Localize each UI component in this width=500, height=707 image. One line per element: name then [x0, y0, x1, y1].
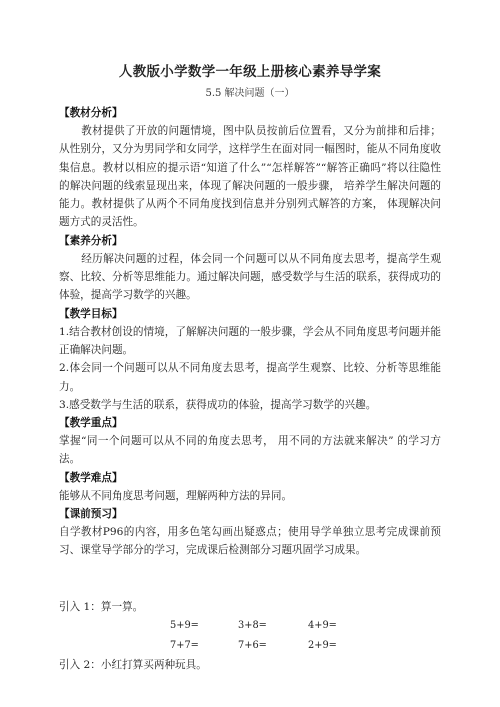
paragraph: 经历解决问题的过程，体会同一个问题可以从不同角度去思考，提高学生观察、比较、分析等思维能力。通过解决问题，感受数学与生活的联系，获得成功的体验，提高学习数学的兴趣。 — [59, 252, 441, 302]
focus-text: 掌握“同一个问题可以从不同的角度去思考， 用不同的方法就来解决” 的学习方法。 — [59, 435, 441, 466]
section-heading: 【教学重点】 — [59, 417, 123, 430]
section-teaching-difficulty — [59, 469, 441, 505]
calc-item: 2+9= — [308, 639, 337, 651]
intro-1 — [59, 598, 441, 656]
section-teaching-focus — [59, 414, 441, 469]
document-title: 人教版小学数学一年级上册核心素养导学案 — [118, 64, 382, 80]
goal-item: 1.结合教材创设的情境，了解解决问题的一般步骤，学会从不同角度思考问题并能正确解决问题。 — [59, 325, 441, 356]
calc-item: 7+7= — [170, 639, 199, 651]
calc-item: 3+8= — [238, 619, 267, 631]
section-heading: 【素养分析】 — [59, 234, 123, 247]
section-teaching-goals — [59, 305, 441, 414]
goal-item: 2.体会同一个问题可以从不同角度去思考，提高学生观察、比较、分析等思维能力。 — [59, 362, 441, 393]
section-heading: 【教学目标】 — [59, 307, 123, 320]
preview-text: 自学教材P96的内容，用多色笔勾画出疑惑点；使用导学单独立思考完成课前预习、课堂导学部分的学习，完成课后检测部分习题巩固学习成果。 — [59, 526, 441, 557]
difficulty-text: 能够从不同角度思考问题，理解两种方法的异同。 — [59, 489, 293, 502]
calc-item: 4+9= — [308, 619, 337, 631]
section-literacy-analysis — [59, 232, 441, 305]
intro-1-label: 引入 1：算一算。 — [59, 600, 144, 613]
section-preview — [59, 505, 441, 560]
section-textbook-analysis — [59, 104, 441, 232]
lesson-subtitle: 5.5 解决问题（一） — [205, 88, 295, 99]
section-heading: 【教材分析】 — [59, 107, 123, 119]
paragraph: 教材提供了开放的问题情境，图中队员按前后位置看，又分为前排和后排；从性别分，又分为男同学和女同学，这样学生在面对同一幅图时，能从不同角度收集信息。教材以相应的提示语“知道了什么”“怎样解答”“解答正确吗”将以往隐性的解决问题的线索显现出来，体现了解决问题的一般步骤， 培养学生解决问题的能力。教材提供了从两个不同角度找到信息并分别列式解答的方案， 体现解决问题方式的灵活性。 — [59, 125, 441, 229]
intro-2-label: 引入 2：小红打算买两种玩具。 — [59, 658, 207, 671]
section-heading: 【课前预习】 — [59, 508, 123, 521]
calc-item: 5+9= — [170, 619, 199, 631]
calc-item: 7+6= — [238, 639, 267, 651]
goal-item: 3.感受数学与生活的联系，获得成功的体验，提高学习数学的兴趣。 — [59, 398, 377, 411]
section-heading: 【教学难点】 — [59, 471, 123, 484]
calc-grid — [170, 616, 441, 656]
